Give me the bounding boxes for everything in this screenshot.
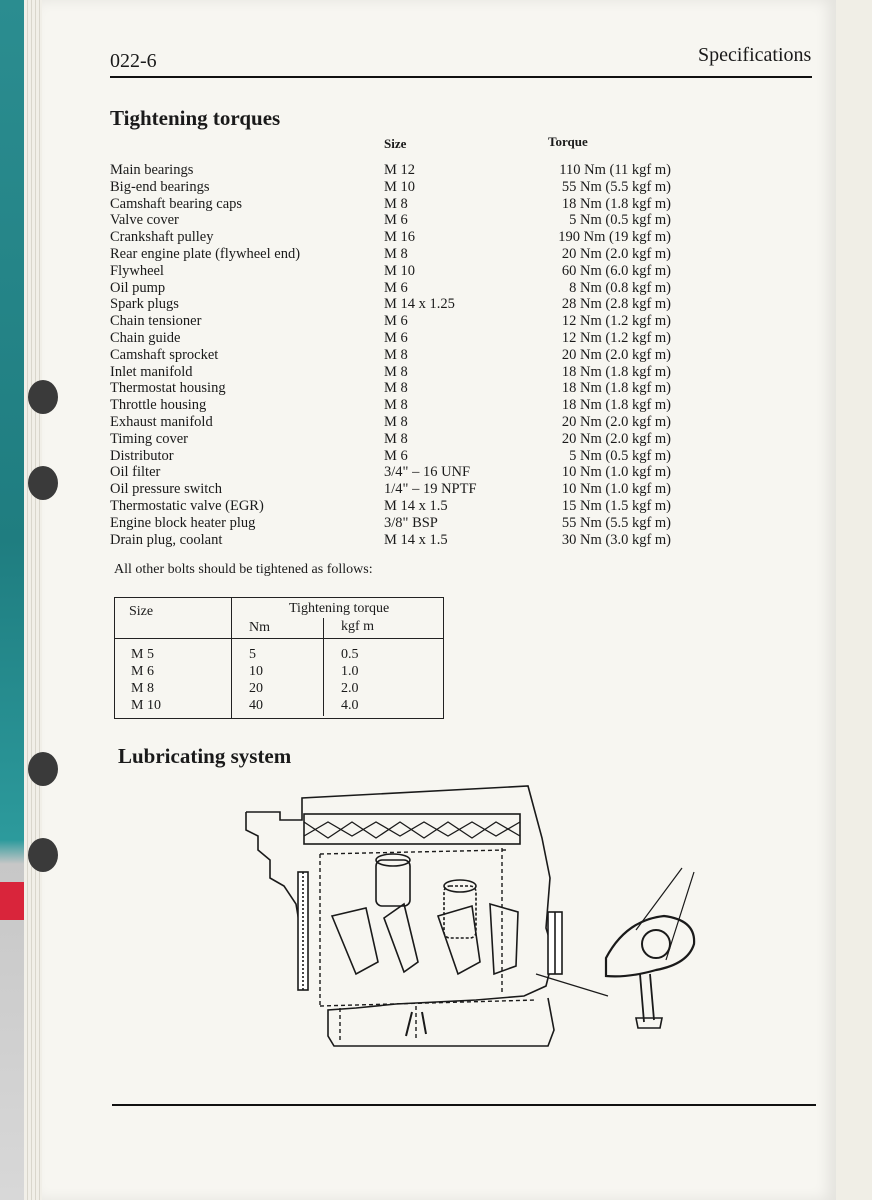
component-name: Thermostatic valve (EGR) bbox=[110, 497, 264, 514]
component-name: Timing cover bbox=[110, 430, 189, 447]
thread-size: M 6 bbox=[384, 313, 408, 330]
thread-size: 3/4" – 16 UNF bbox=[384, 464, 471, 481]
header-rule bbox=[110, 76, 812, 78]
component-name: Rear engine plate (flywheel end) bbox=[110, 245, 301, 262]
component-name: Throttle housing bbox=[110, 397, 207, 414]
torque-value: 18 Nm (1.8 kgf m) bbox=[561, 397, 671, 414]
thread-size: M 6 bbox=[384, 447, 408, 464]
punch-hole bbox=[28, 380, 58, 414]
component-name: Oil filter bbox=[110, 464, 161, 481]
thread-size: M 8 bbox=[384, 413, 408, 430]
torque-value: 55 Nm (5.5 kgf m) bbox=[561, 514, 671, 531]
oil-pump-detail bbox=[606, 916, 694, 976]
torque-value: 5 Nm (0.5 kgf m) bbox=[569, 447, 671, 464]
component-name: Chain tensioner bbox=[110, 313, 202, 330]
lubricating-system-heading: Lubricating system bbox=[118, 744, 292, 768]
table-nm-cell: 5 bbox=[249, 647, 256, 662]
table-divider bbox=[115, 638, 443, 639]
next-page-edge bbox=[836, 0, 872, 1200]
torque-value: 18 Nm (1.8 kgf m) bbox=[561, 363, 671, 380]
thread-size: M 8 bbox=[384, 397, 408, 414]
component-name: Crankshaft pulley bbox=[110, 229, 214, 246]
general-torque-table bbox=[114, 597, 444, 719]
thread-size: M 14 x 1.25 bbox=[384, 296, 455, 313]
size-column-header: Size bbox=[384, 136, 407, 151]
thread-size: 1/4" – 19 NPTF bbox=[384, 481, 477, 498]
page-number: 022-6 bbox=[110, 50, 157, 72]
table-head-size: Size bbox=[129, 604, 154, 619]
component-name: Spark plugs bbox=[110, 296, 179, 313]
torque-value: 12 Nm (1.2 kgf m) bbox=[561, 313, 671, 330]
table-nm-cell: 10 bbox=[249, 664, 263, 679]
lubrication-diagram bbox=[236, 778, 706, 1060]
thread-size: M 6 bbox=[384, 212, 408, 229]
table-head-nm: Nm bbox=[249, 620, 270, 635]
other-bolts-note: All other bolts should be tightened as follows: bbox=[114, 562, 373, 577]
torque-value: 8 Nm (0.8 kgf m) bbox=[569, 279, 671, 296]
table-kgfm-cell: 1.0 bbox=[341, 664, 359, 679]
table-divider bbox=[323, 618, 324, 716]
oil-gallery bbox=[320, 848, 536, 1040]
component-name: Distributor bbox=[110, 447, 174, 464]
torque-value: 60 Nm (6.0 kgf m) bbox=[561, 262, 671, 279]
table-kgfm-cell: 2.0 bbox=[341, 681, 359, 696]
table-divider bbox=[231, 598, 232, 718]
torque-value: 20 Nm (2.0 kgf m) bbox=[561, 413, 671, 430]
torque-value: 10 Nm (1.0 kgf m) bbox=[561, 481, 671, 498]
thread-size: M 8 bbox=[384, 245, 408, 262]
torque-value: 20 Nm (2.0 kgf m) bbox=[561, 430, 671, 447]
tightening-torques-heading: Tightening torques bbox=[110, 106, 281, 130]
component-name: Exhaust manifold bbox=[110, 413, 213, 430]
component-name: Oil pressure switch bbox=[110, 481, 222, 498]
component-name: Chain guide bbox=[110, 329, 181, 346]
torque-value: 55 Nm (5.5 kgf m) bbox=[561, 178, 671, 195]
table-kgfm-cell: 0.5 bbox=[341, 647, 359, 662]
torque-value: 15 Nm (1.5 kgf m) bbox=[561, 497, 671, 514]
component-name: Big-end bearings bbox=[110, 178, 210, 195]
torque-value: 28 Nm (2.8 kgf m) bbox=[561, 296, 671, 313]
torque-column-header: Torque bbox=[548, 134, 588, 149]
thread-size: M 16 bbox=[384, 229, 416, 246]
thread-size: M 8 bbox=[384, 430, 408, 447]
component-name: Inlet manifold bbox=[110, 363, 193, 380]
punch-hole bbox=[28, 752, 58, 786]
torque-value: 20 Nm (2.0 kgf m) bbox=[561, 346, 671, 363]
engine-block-outline bbox=[246, 786, 554, 1046]
table-kgfm-cell: 4.0 bbox=[341, 698, 359, 713]
thread-size: M 10 bbox=[384, 178, 416, 195]
torque-value: 5 Nm (0.5 kgf m) bbox=[569, 212, 671, 229]
table-nm-cell: 40 bbox=[249, 698, 263, 713]
piston-1 bbox=[376, 860, 410, 906]
section-title: Specifications bbox=[698, 44, 812, 66]
table-head-kgfm: kgf m bbox=[341, 619, 375, 634]
torque-value: 18 Nm (1.8 kgf m) bbox=[561, 195, 671, 212]
footer-rule bbox=[112, 1104, 816, 1106]
table-kgfm-column bbox=[341, 646, 359, 714]
table-nm-cell: 20 bbox=[249, 681, 263, 696]
component-name: Drain plug, coolant bbox=[110, 531, 223, 548]
thread-size: M 12 bbox=[384, 162, 416, 178]
thread-size: M 14 x 1.5 bbox=[384, 497, 448, 514]
punch-hole bbox=[28, 466, 58, 500]
component-name: Valve cover bbox=[110, 212, 179, 229]
component-name: Main bearings bbox=[110, 162, 194, 178]
table-head-torque: Tightening torque bbox=[289, 601, 390, 616]
component-name: Camshaft bearing caps bbox=[110, 195, 243, 212]
torque-value: 20 Nm (2.0 kgf m) bbox=[561, 245, 671, 262]
thread-size: 3/8" BSP bbox=[384, 514, 438, 531]
torque-value: 10 Nm (1.0 kgf m) bbox=[561, 464, 671, 481]
torque-value: 12 Nm (1.2 kgf m) bbox=[561, 329, 671, 346]
table-nm-column bbox=[249, 646, 263, 714]
table-size-cell: M 5 bbox=[131, 647, 154, 662]
thread-size: M 6 bbox=[384, 279, 408, 296]
thread-size: M 8 bbox=[384, 346, 408, 363]
thread-size: M 14 x 1.5 bbox=[384, 531, 448, 548]
torque-value: 18 Nm (1.8 kgf m) bbox=[561, 380, 671, 397]
component-name: Engine block heater plug bbox=[110, 514, 256, 531]
thread-size: M 10 bbox=[384, 262, 416, 279]
table-size-column bbox=[131, 646, 161, 714]
table-size-cell: M 10 bbox=[131, 698, 161, 713]
thread-size: M 8 bbox=[384, 195, 408, 212]
thread-size: M 6 bbox=[384, 329, 408, 346]
component-name: Flywheel bbox=[110, 262, 164, 279]
torque-value: 30 Nm (3.0 kgf m) bbox=[561, 531, 671, 548]
component-name: Camshaft sprocket bbox=[110, 346, 219, 363]
torque-value: 190 Nm (19 kgf m) bbox=[558, 229, 671, 246]
component-name: Thermostat housing bbox=[110, 380, 226, 397]
component-name: Oil pump bbox=[110, 279, 166, 296]
punch-hole bbox=[28, 838, 58, 872]
thread-size: M 8 bbox=[384, 363, 408, 380]
torque-value: 110 Nm (11 kgf m) bbox=[559, 162, 671, 178]
table-size-cell: M 8 bbox=[131, 681, 154, 696]
thread-size: M 8 bbox=[384, 380, 408, 397]
page-stack-edge bbox=[24, 0, 44, 1200]
table-size-cell: M 6 bbox=[131, 664, 154, 679]
